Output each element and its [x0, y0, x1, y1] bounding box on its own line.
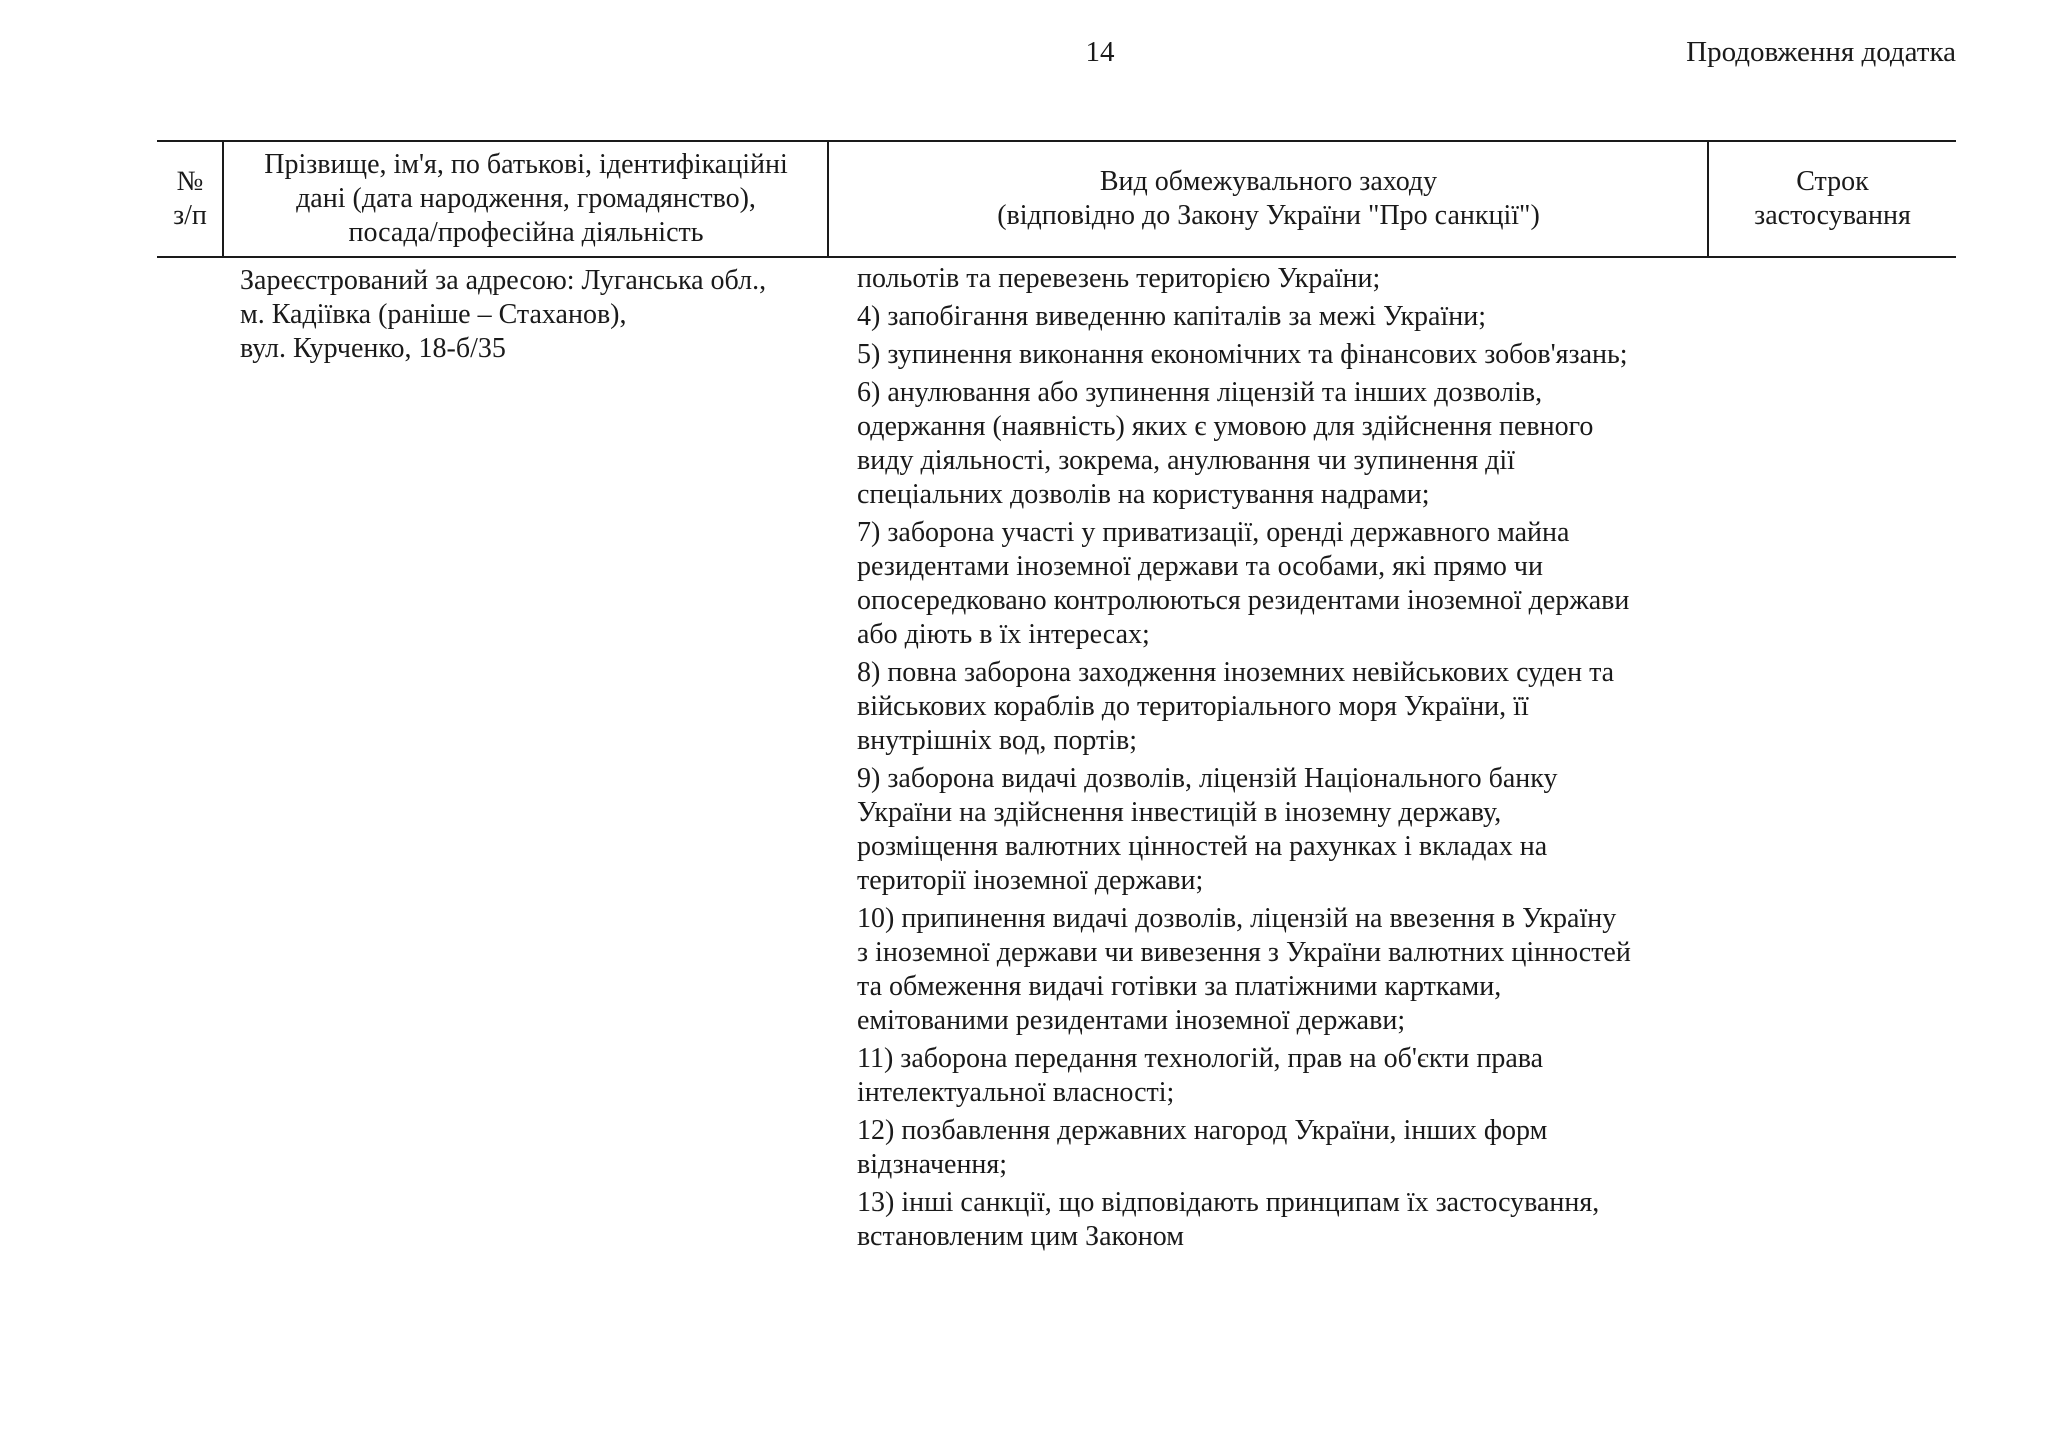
measure-line: одержання (наявність) яких є умовою для здійснення певного — [857, 411, 1594, 442]
measure-item — [857, 300, 1717, 334]
measure-line: емітованими резидентами іноземної держави; — [857, 1005, 1406, 1036]
measure-item — [857, 902, 1717, 1038]
measure-line: України на здійснення інвестицій в іноземну державу, — [857, 797, 1502, 828]
measure-item — [857, 1042, 1717, 1110]
measure-line: 11) заборона передання технологій, прав на об'єкти права — [857, 1043, 1544, 1074]
measure-line: виду діяльності, зокрема, анулювання чи зупинення дії — [857, 445, 1515, 476]
header-no-line: № — [176, 166, 204, 197]
page-number: 14 — [1085, 36, 1115, 68]
measure-item — [857, 1114, 1717, 1182]
measure-item — [857, 262, 1717, 296]
header-term — [1709, 140, 1956, 258]
measure-line: встановленим цим Законом — [857, 1221, 1184, 1252]
measure-line: 6) анулювання або зупинення ліцензій та інших дозволів, — [857, 377, 1543, 408]
measure-line: резидентами іноземної держави та особами, які прямо чи — [857, 551, 1543, 582]
measure-line: розміщення валютних цінностей на рахунках і вкладах на — [857, 831, 1548, 862]
continuation-label: Продовження додатка — [1686, 36, 1956, 68]
header-no — [157, 140, 223, 258]
header-measure — [829, 140, 1708, 258]
address-line: Зареєстрований за адресою: Луганська обл., — [240, 265, 767, 296]
measure-item — [857, 376, 1717, 512]
measure-line: та обмеження видачі готівки за платіжними картками, — [857, 971, 1502, 1002]
measure-line: 8) повна заборона заходження іноземних невійськових суден та — [857, 657, 1615, 688]
header-term-line: Строк — [1796, 166, 1869, 197]
measure-line: або діють в їх інтересах; — [857, 619, 1150, 650]
header-no-line: з/п — [173, 200, 207, 231]
measure-line: з іноземної держави чи вивезення з України валютних цінностей — [857, 937, 1631, 968]
measure-line: спеціальних дозволів на користування надрами; — [857, 479, 1430, 510]
measure-line: 4) запобігання виведенню капіталів за межі України; — [857, 301, 1487, 332]
measure-item — [857, 338, 1717, 372]
measure-item — [857, 762, 1717, 898]
header-measure-line: (відповідно до Закону України "Про санкції") — [997, 200, 1540, 231]
header-person-line: посада/професійна діяльність — [348, 217, 704, 248]
header-person-line: дані (дата народження, громадянство), — [296, 183, 756, 214]
measures-list — [857, 262, 1717, 1258]
header-person-line: Прізвище, ім'я, по батькові, ідентифікаційні — [264, 149, 788, 180]
measure-line: 12) позбавлення державних нагород України, інших форм — [857, 1115, 1548, 1146]
measure-item — [857, 516, 1717, 652]
measure-line: польотів та перевезень територією України; — [857, 263, 1381, 294]
measure-line: відзначення; — [857, 1149, 1008, 1180]
measure-item — [857, 656, 1717, 758]
measure-line: території іноземної держави; — [857, 865, 1204, 896]
measure-line: 7) заборона участі у приватизації, оренді державного майна — [857, 517, 1570, 548]
address-line: вул. Курченко, 18-б/35 — [240, 333, 506, 364]
measure-item — [857, 1186, 1717, 1254]
person-address — [240, 264, 840, 366]
measure-line: внутрішніх вод, портів; — [857, 725, 1137, 756]
header-measure-line: Вид обмежувального заходу — [1099, 166, 1438, 197]
measure-line: 9) заборона видачі дозволів, ліцензій Національного банку — [857, 763, 1558, 794]
measure-line: 5) зупинення виконання економічних та фінансових зобов'язань; — [857, 339, 1628, 370]
measure-line: інтелектуальної власності; — [857, 1077, 1175, 1108]
header-person — [224, 140, 828, 258]
measure-line: опосередковано контролюються резидентами іноземної держави — [857, 585, 1630, 616]
header-term-line: застосування — [1754, 200, 1911, 231]
measure-line: 13) інші санкції, що відповідають принципам їх застосування, — [857, 1187, 1600, 1218]
measure-line: військових кораблів до територіального моря України, її — [857, 691, 1529, 722]
measure-line: 10) припинення видачі дозволів, ліцензій на ввезення в Україну — [857, 903, 1617, 934]
address-line: м. Кадіївка (раніше – Стаханов), — [240, 299, 627, 330]
